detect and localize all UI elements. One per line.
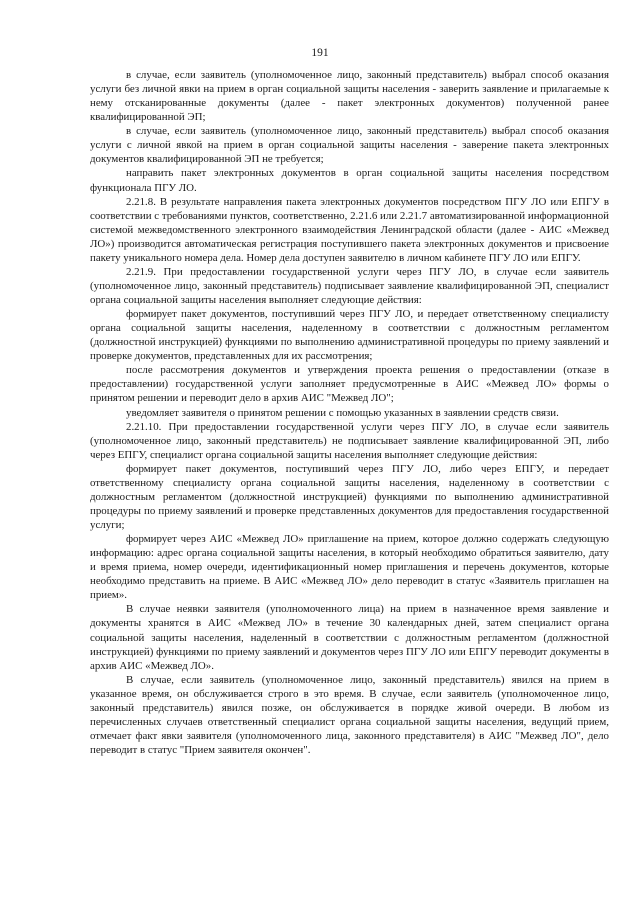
paragraph-no-show: В случае неявки заявителя (уполномоченного лица) на прием в назначенное время заявление и документы хранятся в АИС «Межвед ЛО» в течение 30 календарных дней, затем специалист органа социальной защиты населения, наделенный в соответствии с должностным регламентом (должностной инструкцией) функциями по приему заявлений и документов через ПГУ ЛО или ЕПГУ переводит документы в архив АИС «Межвед ЛО».	[90, 603, 609, 672]
paragraph-form-package: формирует пакет документов, поступивший через ПГУ ЛО, и передает ответственному специалисту органа социальной защиты населения, наделенному в соответствии с должностным регламентом (должностной инструкцией) функциями по выполнению административной процедуры по приему заявлений и проверке документов, представленных для их рассмотрения;	[90, 308, 609, 363]
paragraph-invitation: формирует через АИС «Межвед ЛО» приглашение на прием, которое должно содержать следующую информацию: адрес органа социальной защиты населения, в который необходимо обратиться заявителю, дату и время приема, номер очереди, идентификационный номер приглашения и перечень документов, которые необходимо представить на приеме. В АИС «Межвед ЛО» дело переводит в статус «Заявитель приглашен на прием».	[90, 533, 609, 602]
paragraph-form-package-epgu: формирует пакет документов, поступивший через ПГУ ЛО, либо через ЕПГУ, и передает ответственному специалисту органа социальной защиты населения, наделенному в соответствии с должностным регламентом (должностной инструкцией) функциями по выполнению административной процедуры по приему заявлений и проверке представленных документов для предоставления государственной услуги;	[90, 462, 609, 531]
paragraph-2-21-9: 2.21.9. При предоставлении государственной услуги через ПГУ ЛО, в случае если заявитель (уполномоченное лицо, законный представитель) подписывает заявление квалифицированной ЭП, специалист органа социальной защиты населения выполняет следующие действия:	[90, 265, 609, 306]
paragraph-2-21-8: 2.21.8. В результате направления пакета электронных документов посредством ПГУ ЛО или ЕПГУ в соответствии с требованиями пунктов, соответственно, 2.21.6 или 2.21.7 автоматизированной информационной системой межведомственного электронного взаимодействия Ленинградской области (далее - АИС «Межвед ЛО») производится автоматическая регистрация поступившего пакета электронных документов и присвоение пакету уникального номера дела. Номер дела доступен заявителю в личном кабинете ПГУ ЛО или ЕПГУ.	[90, 195, 609, 264]
paragraph-2-21-10: 2.21.10. При предоставлении государственной услуги через ПГУ ЛО, в случае если заявитель (уполномоченное лицо, законный представитель) не подписывает заявление квалифицированной ЭП, либо через ЕПГУ, специалист органа социальной защиты населения выполняет следующие действия:	[90, 420, 609, 461]
paragraph-personal-visit: в случае, если заявитель (уполномоченное лицо, законный представитель) выбрал способ оказания услуги с личной явкой на прием в орган социальной защиты населения - заверение пакета электронных документов квалифицированной ЭП не требуется;	[90, 125, 609, 166]
paragraph-appearance: В случае, если заявитель (уполномоченное лицо, законный представитель) явился на прием в указанное время, он обслуживается строго в это время. В случае, если заявитель (уполномоченное лицо, законный представитель) явился позже, он обслуживается в порядке живой очереди. В любом из перечисленных случаев ответственный специалист органа социальной защиты населения, ведущий прием, отмечает факт явки заявителя (уполномоченного лица, законного представителя) в АИС "Межвед ЛО", дело переводит в статус "Прием заявителя окончен".	[90, 673, 609, 756]
page-number: 191	[311, 47, 329, 59]
document-body	[90, 68, 609, 757]
paragraph-remote-signing: в случае, если заявитель (уполномоченное лицо, законный представитель) выбрал способ оказания услуги без личной явки на прием в орган социальной защиты населения - заверить заявление и прилагаемые к нему отсканированные документы (далее - пакет электронных документов) полученной ранее квалифицированной ЭП;	[90, 69, 609, 124]
paragraph-notify-applicant: уведомляет заявителя о принятом решении с помощью указанных в заявлении средств связи.	[126, 406, 559, 419]
paragraph-after-review: после рассмотрения документов и утверждения проекта решения о предоставлении (отказе в предоставлении) государственной услуги заполняет предусмотренные в АИС «Межвед ЛО» формы о принятом решении и переводит дело в архив АИС "Межвед ЛО";	[90, 364, 609, 405]
paragraph-send-package: направить пакет электронных документов в орган социальной защиты населения посредством функционала ПГУ ЛО.	[90, 167, 609, 194]
